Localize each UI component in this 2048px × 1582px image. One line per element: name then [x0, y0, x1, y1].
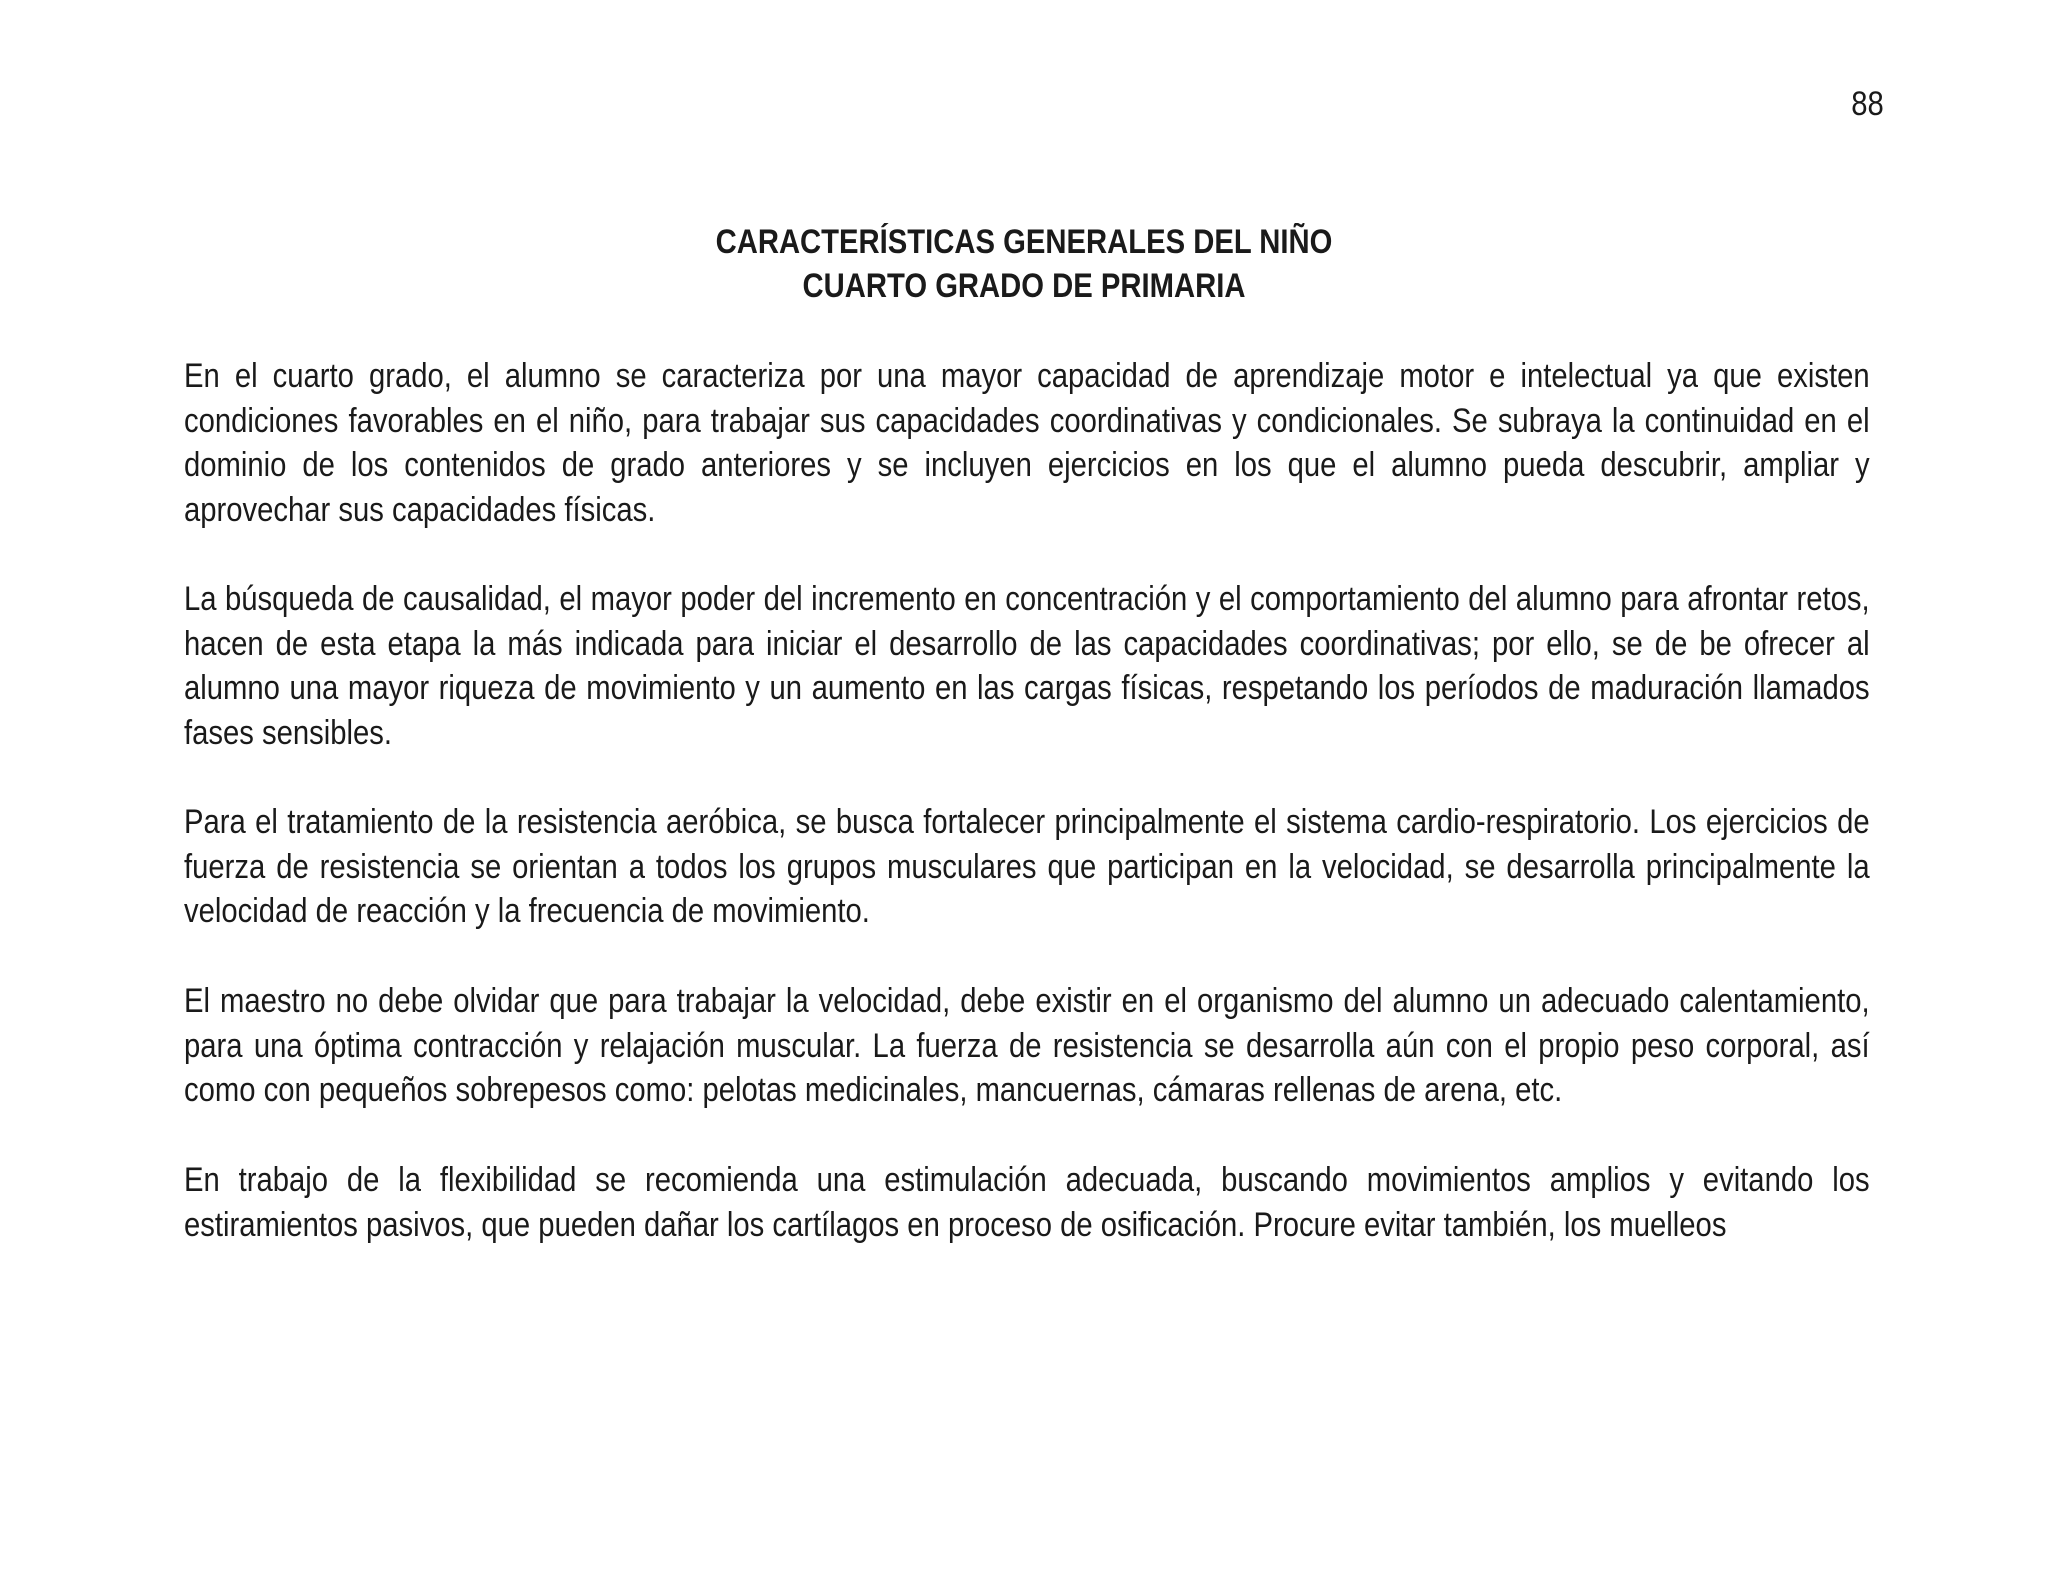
paragraph: [184, 979, 1870, 1113]
paragraph-text: En trabajo de la flexibilidad se recomienda una estimulación adecuada, buscando movimientos amplios y evitando los estiramientos pasivos, que pueden dañar los cartílagos en proceso de osificación. Procure evitar también, los muelleos: [184, 1161, 1870, 1244]
paragraph-text: La búsqueda de causalidad, el mayor poder del incremento en concentración y el comportamiento del alumno para afrontar retos, hacen de esta etapa la más indicada para iniciar el desarrollo de las capacidades coordinativas; por ello, se de be ofrecer al alumno una mayor riqueza de movimiento y un aumento en las cargas físicas, respetando los períodos de maduración llamados fases sensibles.: [184, 580, 1870, 752]
paragraph: [184, 800, 1870, 934]
paragraph-text: En el cuarto grado, el alumno se caracteriza por una mayor capacidad de aprendizaje motor e intelectual ya que existen condiciones favorables en el niño, para trabajar sus capacidades coordinativas y condicionales. Se subraya la continuidad en el dominio de los contenidos de grado anteriores y se incluyen ejercicios en los que el alumno pueda descubrir, ampliar y aprovechar sus capacidades físicas.: [184, 357, 1870, 529]
paragraph-text: Para el tratamiento de la resistencia aeróbica, se busca fortalecer principalmente el sistema cardio-respiratorio. Los ejercicios de fuerza de resistencia se orientan a todos los grupos musculares que participan en la velocidad, se desarrolla principalmente la velocidad de reacción y la frecuencia de movimiento.: [184, 803, 1870, 930]
paragraph: [184, 354, 1870, 532]
body-text: [184, 354, 1870, 1292]
paragraph: [184, 577, 1870, 755]
title-line-1: CARACTERÍSTICAS GENERALES DEL NIÑO: [715, 223, 1333, 261]
page-number: 88: [1851, 85, 1884, 123]
page-title: [0, 220, 2048, 308]
paragraph-text: El maestro no debe olvidar que para trabajar la velocidad, debe existir en el organismo del alumno un adecuado calentamiento, para una óptima contracción y relajación muscular. La fuerza de resistencia se desarrolla aún con el propio peso corporal, así como con pequeños sobrepesos como: pelotas medicinales, mancuernas, cámaras rellenas de arena, etc.: [184, 982, 1870, 1109]
title-line-2: CUARTO GRADO DE PRIMARIA: [802, 267, 1246, 305]
paragraph: [184, 1158, 1870, 1247]
